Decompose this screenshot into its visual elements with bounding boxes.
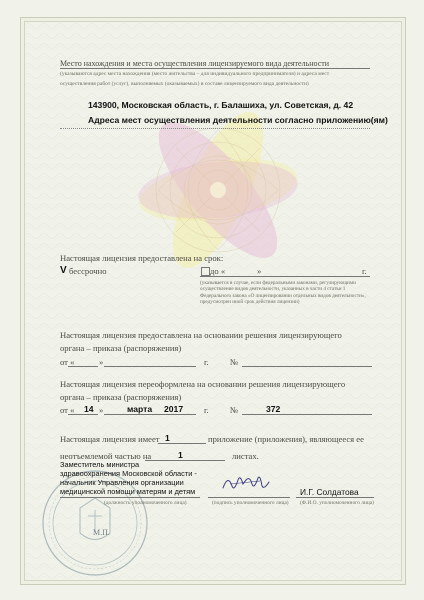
appendix-line2-prefix: неотъемлемой частью на: [60, 451, 152, 461]
term-quote-close: »: [257, 266, 262, 276]
appendix-suffix: приложение (приложения), являющееся ее: [208, 434, 364, 444]
reissue-close: »: [99, 405, 104, 415]
reissue-number: 372: [266, 404, 281, 414]
handwritten-signature: [220, 472, 272, 494]
position-line-1: Заместитель министра: [60, 460, 140, 469]
reissue-line-1: Настоящая лицензия переоформлена на основании решения лицензирующего: [60, 379, 346, 389]
term-unlimited: бессрочно: [69, 266, 107, 276]
basis-from: от «: [60, 357, 75, 367]
appendix-line2-suffix: листах.: [232, 451, 259, 461]
header-note-1: (указываются адрес места нахождения (место жительства – для индивидуального предпринимателя) и адреса мест: [60, 71, 330, 77]
address-extra: Адреса мест осуществления деятельности согласно приложению(ям): [88, 115, 388, 125]
term-check-mark: V: [60, 265, 67, 276]
reissue-day: 14: [84, 404, 94, 414]
header-note-2: осуществления работ (услуг), выполняемых (оказываемых) в составе лицензируемого вида деятельности): [60, 81, 309, 87]
reissue-from: от «: [60, 405, 75, 415]
name-underline: [296, 497, 374, 498]
signatory-name: И.Г. Солдатова: [300, 487, 359, 497]
position-line-3: начальник Управления организации: [60, 478, 184, 487]
position-underline: [60, 497, 200, 498]
position-line-4: медицинской помощи матерям и детям: [60, 487, 196, 496]
reissue-year-value: 2017: [164, 404, 184, 414]
appendix-count: 1: [165, 433, 170, 443]
reissue-number-sign: №: [230, 405, 239, 415]
term-note: (указывается в случае, если федеральными законами, регулирующими осуществление видов деятельности, указанных в части 4 статьи 1 Федерального закона «О лицензировании отдельных видов деятельности», предусмотрен иной срок действия лицензии): [200, 280, 366, 306]
appendix-pages-line: [145, 460, 225, 461]
basis-day-line: [68, 366, 98, 367]
seal-label: М.П.: [93, 528, 110, 537]
reissue-year: г.: [204, 405, 209, 415]
signature-underline: [208, 497, 290, 498]
reissue-month-line: [104, 414, 196, 415]
header-line: Место нахождения и места осуществления лицензируемого вида деятельности: [60, 59, 330, 68]
appendix-pages: 1: [178, 450, 183, 460]
reissue-number-line: [242, 414, 372, 415]
address-main: 143900, Московская область, г. Балашиха, ул. Советская, д. 42: [88, 100, 354, 110]
basis-month-line: [104, 366, 196, 367]
header-underline: [60, 68, 370, 69]
reissue-month: марта: [127, 404, 153, 414]
basis-year: г.: [204, 357, 209, 367]
address-underline: [60, 128, 370, 129]
basis-line-2: органа – приказа (распоряжения): [60, 343, 182, 353]
position-caption: (должность уполномоченного лица): [104, 500, 187, 506]
basis-number-sign: №: [230, 357, 239, 367]
reissue-line-2: органа – приказа (распоряжения): [60, 392, 182, 402]
position-line-2: здравоохранения Московской области -: [60, 469, 197, 478]
basis-close: »: [99, 357, 104, 367]
basis-line-1: Настоящая лицензия предоставлена на основании решения лицензирующего: [60, 330, 342, 340]
term-year: г.: [362, 266, 367, 276]
reissue-day-line: [68, 414, 98, 415]
signature-caption: (подпись уполномоченного лица): [212, 500, 289, 506]
term-until: до «: [210, 266, 226, 276]
basis-number-line: [242, 366, 372, 367]
appendix-count-line: [158, 443, 206, 444]
term-checkbox: [201, 267, 210, 276]
term-underline: [200, 276, 370, 277]
term-label: Настоящая лицензия предоставлена на срок:: [60, 253, 224, 263]
appendix-prefix: Настоящая лицензия имеет: [60, 434, 160, 444]
name-caption: (Ф.И.О. уполномоченного лица): [300, 500, 374, 506]
